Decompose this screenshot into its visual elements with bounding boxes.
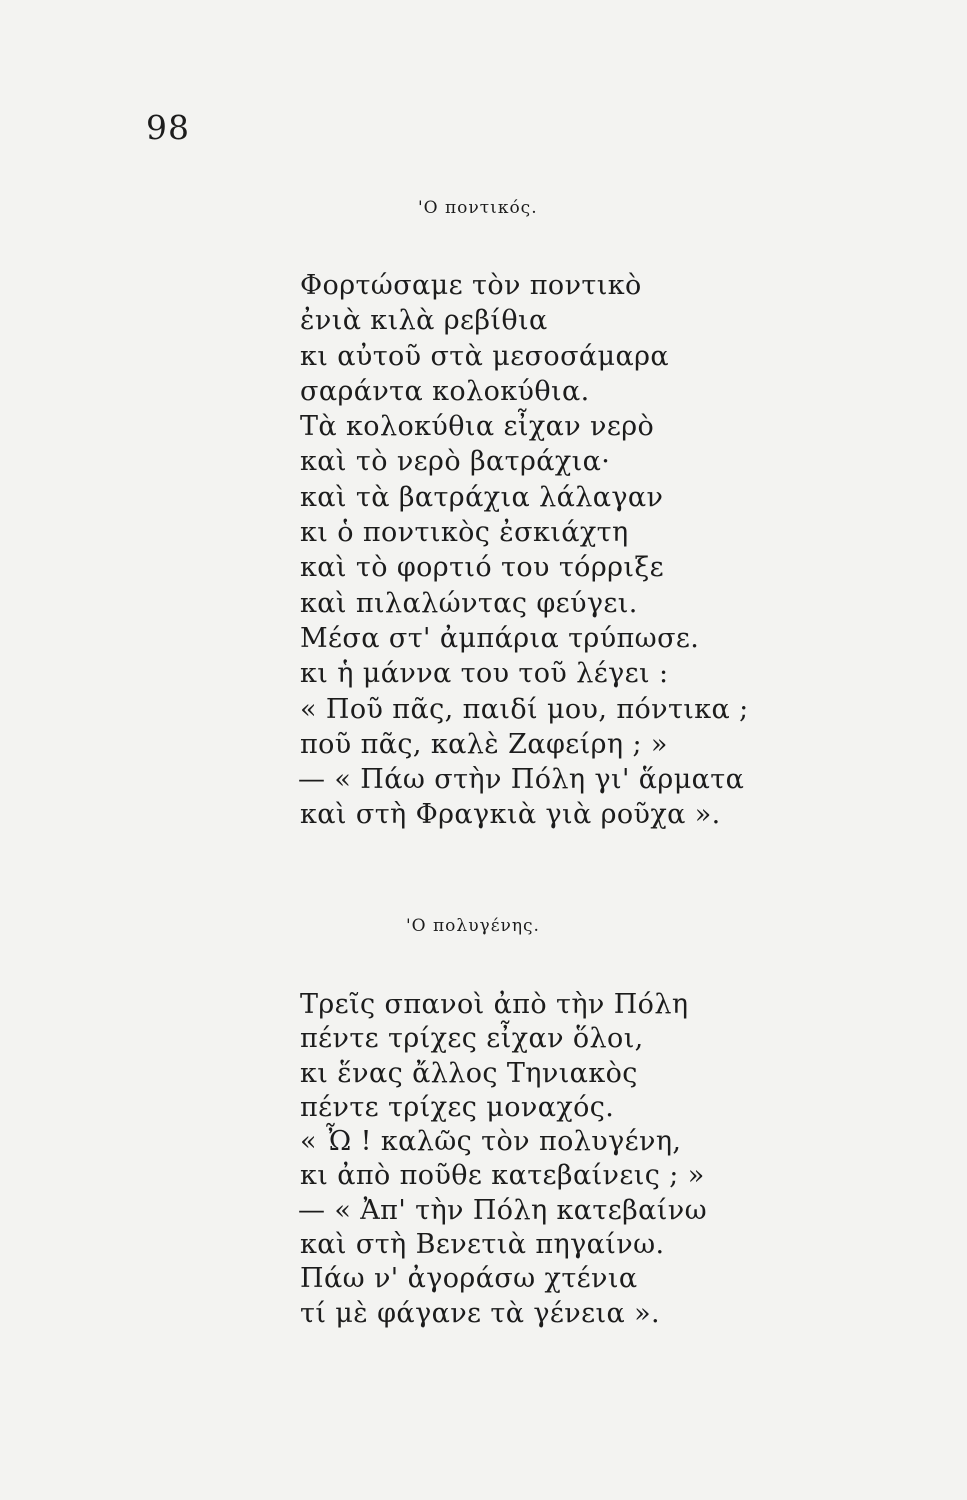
verse-line: καὶ στὴ Φραγκιὰ γιὰ ροῦχα ». [300,799,721,831]
verse-line: Τὰ κολοκύθια εἶχαν νερὸ [300,411,655,443]
verse-line: καὶ πιλαλώντας φεύγει. [300,587,638,619]
verse-line: πέντε τρίχες εἶχαν ὅλοι, [300,1023,644,1055]
poem-title-pontikos: 'Ο ποντικός. [418,198,538,218]
poem-polygenis-stanza [300,988,707,1331]
verse-line: καὶ τὸ νερὸ βατράχια· [300,446,611,478]
verse-line: « Ὦ ! καλῶς τὸν πολυγένη, [300,1126,682,1158]
poem-title-polygenis: 'Ο πολυγένης. [406,916,540,936]
verse-line: σαράντα κολοκύθια. [300,375,590,407]
verse-line: κι ὁ ποντικὸς ἐσκιάχτη [300,517,629,549]
poem-pontikos-stanza [300,268,749,833]
verse-line: κι αὐτοῦ στὰ μεσοσάμαρα [300,340,670,372]
verse-line: ποῦ πᾶς, καλὲ Ζαφείρη ; » [300,728,668,760]
verse-line: κι ἡ μάννα του τοῦ λέγει : [300,658,669,690]
page-number: 98 [146,108,190,147]
verse-line: « Ποῦ πᾶς, παιδί μου, πόντικα ; [300,693,749,725]
verse-line: κι ἕνας ἄλλος Τηνιακὸς [300,1057,638,1089]
verse-line: τί μὲ φάγανε τὰ γένεια ». [300,1297,660,1329]
verse-line: καὶ στὴ Βενετιὰ πηγαίνω. [300,1229,665,1261]
verse-line: Πάω ν' ἀγοράσω χτένια [300,1263,638,1295]
verse-line: Τρεῖς σπανοὶ ἀπὸ τὴν Πόλη [300,989,689,1020]
verse-line: καὶ τὸ φορτιό του τόρριξε [300,552,665,584]
verse-line: κι ἀπὸ ποῦθε κατεβαίνεις ; » [300,1160,705,1192]
verse-line: — « Πάω στὴν Πόλη γι' ἅρματα [298,764,745,796]
verse-line: Φορτώσαμε τὸν ποντικὸ [300,270,642,301]
verse-line: — « Ἀπ' τὴν Πόλη κατεβαίνω [298,1194,708,1226]
verse-line: ἐνιὰ κιλὰ ρεβίθια [300,305,548,337]
verse-line: πέντε τρίχες μοναχός. [300,1091,615,1123]
verse-line: καὶ τὰ βατράχια λάλαγαν [300,481,664,513]
verse-line: Μέσα στ' ἀμπάρια τρύπωσε. [300,622,700,654]
